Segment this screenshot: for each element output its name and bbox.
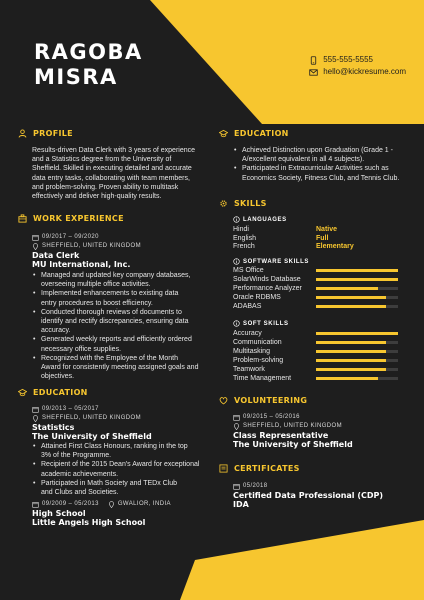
education-right-section-title: EDUCATION	[219, 129, 289, 138]
skill-name: Performance Analyzer	[233, 285, 302, 292]
email-address: hello@kickresume.com	[323, 67, 406, 76]
skill-name: Accuracy	[233, 330, 262, 337]
info-icon	[233, 320, 240, 327]
skill-level-bar	[316, 296, 398, 299]
profile-text: Results-driven Data Clerk with 3 years of experience and a Statistics degree from the University of Sheffield. Skilled in executing detailed and accurate data entry tasks, collaborating with team members, and problem-solving. Proven ability to multitask effectively and deliver high-quality results.	[32, 147, 196, 201]
gear-icon	[219, 199, 228, 208]
skill-name: SolarWinds Database	[233, 276, 301, 283]
location-pin-icon	[233, 423, 240, 430]
education-right-bullets	[233, 146, 418, 183]
education-2-degree: High School	[32, 509, 86, 518]
skill-name: Teamwork	[233, 366, 265, 373]
calendar-icon	[32, 234, 39, 241]
skill-level-fill	[316, 359, 386, 362]
skill-level-fill	[316, 296, 386, 299]
briefcase-icon	[18, 214, 27, 223]
phone-number: 555-555-5555	[323, 55, 374, 64]
skill-name: Problem-solving	[233, 357, 284, 364]
certificates-section-title: CERTIFICATES	[219, 464, 300, 473]
phone-icon	[309, 56, 318, 65]
certificate-issuer: IDA	[233, 500, 249, 509]
skill-level-fill	[316, 269, 398, 272]
calendar-icon	[32, 406, 39, 413]
certificate-name: Certified Data Professional (CDP)	[233, 491, 384, 500]
language-name: English	[233, 235, 256, 242]
education-1-school: The University of Sheffield	[32, 432, 152, 441]
email-row[interactable]	[309, 66, 406, 78]
skill-name: Communication	[233, 339, 282, 346]
person-icon	[18, 129, 27, 138]
work-company: MU International, Inc.	[32, 260, 131, 269]
calendar-icon	[233, 483, 240, 490]
certificate-date: 05/2018	[233, 482, 268, 490]
volunteering-role: Class Representative	[233, 431, 329, 440]
work-section-title: WORK EXPERIENCE	[18, 214, 124, 223]
skill-level-bar	[316, 341, 398, 344]
certificate-icon	[219, 464, 228, 473]
education-1-dates: 09/2013 – 05/2017	[32, 405, 99, 413]
list-item: • Participated in Extracurricular Activities such as Economics Society, Fitness Club, and Tennis Club.	[233, 164, 418, 182]
skill-level-bar	[316, 350, 398, 353]
location-pin-icon	[32, 415, 39, 422]
skill-level-bar	[316, 368, 398, 371]
work-bullets	[32, 271, 212, 381]
graduation-cap-icon	[18, 388, 27, 397]
envelope-icon	[309, 68, 318, 77]
volunteering-section-title: VOLUNTEERING	[219, 396, 307, 405]
software-skills-subtitle: SOFTWARE SKILLS	[233, 258, 309, 265]
education-1-degree: Statistics	[32, 423, 75, 432]
skill-level-bar	[316, 278, 398, 281]
skill-level-bar	[316, 359, 398, 362]
work-role: Data Clerk	[32, 251, 80, 260]
language-name: Hindi	[233, 226, 249, 233]
skill-level-bar	[316, 269, 398, 272]
skill-level-fill	[316, 377, 378, 380]
skill-level-bar	[316, 305, 398, 308]
language-level: Elementary	[316, 243, 354, 250]
volunteering-location: SHEFFIELD, UNITED KINGDOM	[233, 422, 342, 430]
candidate-name	[34, 40, 143, 90]
skill-name: MS Office	[233, 267, 264, 274]
skill-level-fill	[316, 350, 386, 353]
soft-skills-subtitle: SOFT SKILLS	[233, 320, 289, 327]
location-pin-icon	[32, 243, 39, 250]
heart-icon	[219, 396, 228, 405]
skills-section-title: SKILLS	[219, 199, 267, 208]
skill-level-fill	[316, 341, 386, 344]
skill-name: Oracle RDBMS	[233, 294, 281, 301]
skill-level-bar	[316, 377, 398, 380]
language-level: Native	[316, 226, 338, 233]
education-1-location: SHEFFIELD, UNITED KINGDOM	[32, 414, 141, 422]
skill-level-fill	[316, 332, 398, 335]
info-icon	[233, 216, 240, 223]
skill-level-bar	[316, 332, 398, 335]
volunteering-dates: 09/2015 – 05/2016	[233, 413, 300, 421]
list-item: • Recipient of the 2015 Dean's Award for exceptional academic achievements.	[32, 460, 212, 478]
work-dates: 09/2017 – 09/2020	[32, 233, 99, 241]
volunteering-org: The University of Sheffield	[233, 440, 353, 449]
skill-level-fill	[316, 305, 386, 308]
first-name: RAGOBA	[34, 40, 143, 64]
education-1-bullets	[32, 442, 212, 497]
list-item: • Managed and updated key company databases, overseeing multiple office activities.	[32, 271, 212, 289]
info-icon	[233, 258, 240, 265]
list-item: • Recognized with the Employee of the Month Award for consistently meeting assigned goals and objectives.	[32, 354, 212, 382]
calendar-icon	[233, 414, 240, 421]
calendar-icon	[32, 501, 39, 508]
work-location: SHEFFIELD, UNITED KINGDOM	[32, 242, 141, 250]
list-item: • Attained First Class Honours, ranking in the top 3% of the Programme.	[32, 442, 212, 460]
skill-level-fill	[316, 287, 378, 290]
phone-row[interactable]	[309, 54, 406, 66]
language-name: French	[233, 243, 255, 250]
last-name: MISRA	[34, 65, 118, 89]
education-section-title: EDUCATION	[18, 388, 88, 397]
education-2-meta: 09/2009 – 05/2013 GWALIOR, INDIA	[32, 500, 171, 508]
skill-name: Time Management	[233, 375, 292, 382]
list-item: • Generated weekly reports and efficiently ordered necessary office supplies.	[32, 335, 212, 353]
location-pin-icon	[108, 501, 115, 508]
contact-block	[309, 54, 406, 78]
languages-subtitle: LANGUAGES	[233, 216, 287, 223]
footer-yellow-shape	[180, 520, 424, 600]
skill-name: Multitasking	[233, 348, 270, 355]
list-item: • Implemented enhancements to existing data entry procedures to boost efficiency.	[32, 289, 212, 307]
graduation-cap-icon	[219, 129, 228, 138]
language-level: Full	[316, 235, 329, 242]
skill-level-fill	[316, 278, 398, 281]
list-item: • Participated in Math Society and TEDx Club and Clubs and Societies.	[32, 479, 212, 497]
education-2-school: Little Angels High School	[32, 518, 146, 527]
list-item: • Achieved Distinction upon Graduation (Grade 1 - A/excellent equivalent in all 4 subjects).	[233, 146, 418, 164]
profile-section-title: PROFILE	[18, 129, 73, 138]
skill-level-bar	[316, 287, 398, 290]
list-item: • Conducted thorough reviews of documents to identify and rectify discrepancies, ensuring data accuracy.	[32, 308, 212, 336]
skill-level-fill	[316, 368, 386, 371]
skill-name: ADABAS	[233, 303, 262, 310]
